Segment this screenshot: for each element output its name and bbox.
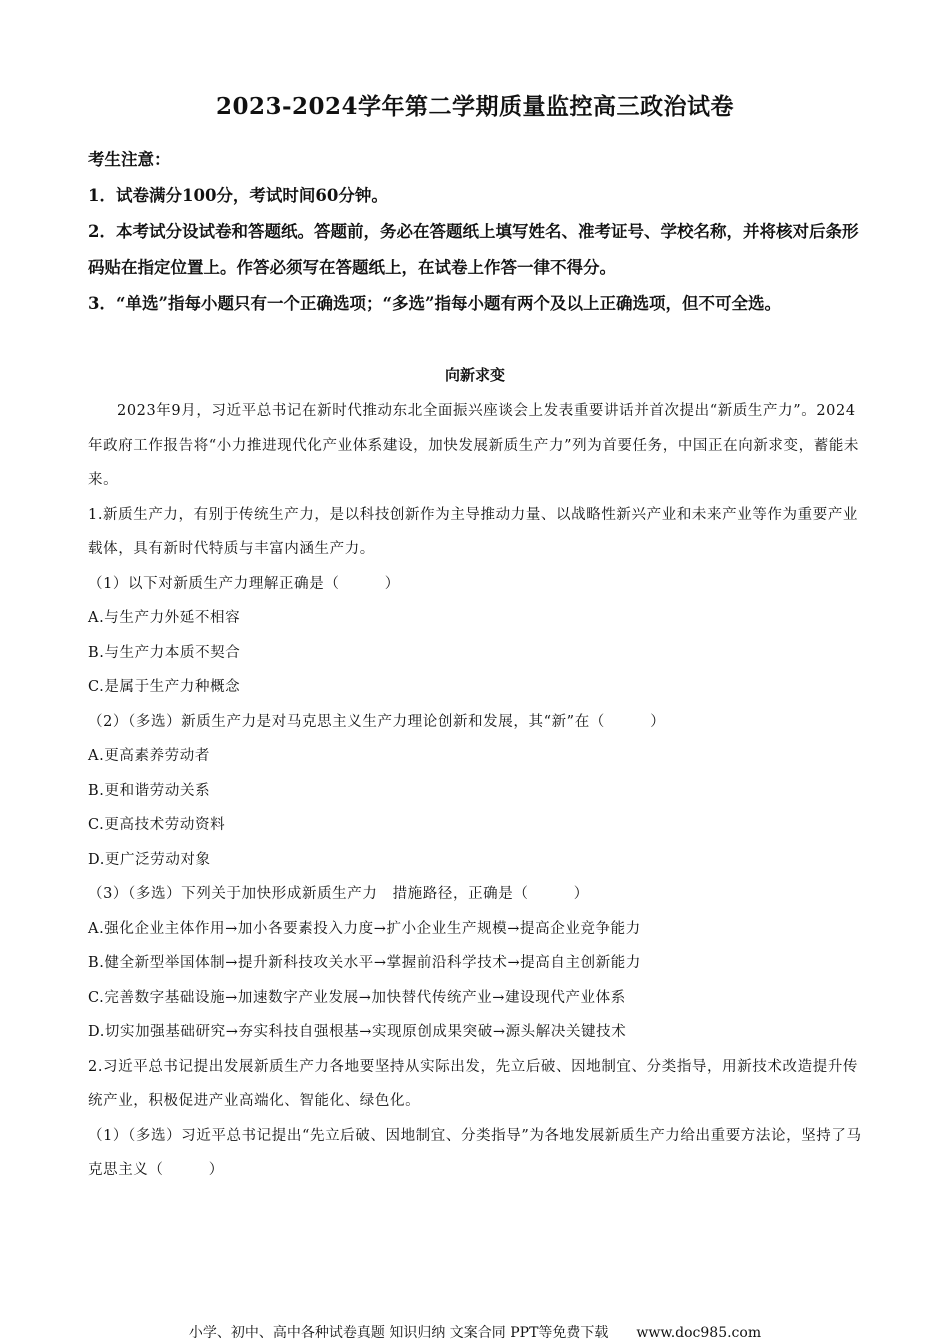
option: C.完善数字基础设施→加速数字产业发展→加快替代传统产业→建设现代产业体系 <box>88 989 626 1006</box>
page-footer: 小学、初中、高中各种试卷真题 知识归纳 文案合同 PPT等免费下载 www.doc985.com <box>188 1325 762 1341</box>
candidate-notice <box>88 142 866 322</box>
notice-item: 3．“单选”指每小题只有一个正确选项；“多选”指每小题有两个及以上正确选项，但不可全选。 <box>88 294 781 313</box>
option: B.更和谐劳动关系 <box>88 782 211 799</box>
option: D.更广泛劳动对象 <box>88 851 211 868</box>
option: C.更高技术劳动资料 <box>88 817 226 833</box>
section-intro: 2023年9月，习近平总书记在新时代推动东北全面振兴座谈会上发表重要讲话并首次提出“新质生产力”。2024年政府工作报告将“小力推进现代化产业体系建设，加快发展新质生产力”列为首要任务，中国正在向新求变，蓄能未来。 <box>88 403 860 488</box>
question-2-stem: 2.习近平总书记提出发展新质生产力各地要坚持从实际出发，先立后破、因地制宜、分类指导，用新技术改造提升传统产业，积极促进产业高端化、智能化、绿色化。 <box>88 1058 859 1109</box>
question-1-1: （1）以下对新质生产力理解正确是（ ） <box>88 575 400 592</box>
option: A.与生产力外延不相容 <box>88 610 241 626</box>
option: C.是属于生产力种概念 <box>88 679 241 695</box>
question-1-stem: 1.新质生产力，有别于传统生产力，是以科技创新作为主导推动力量、以战略性新兴产业和未来产业等作为重要产业载体，具有新时代特质与丰富内涵生产力。 <box>88 506 859 557</box>
question-1-2: （2）（多选）新质生产力是对马克思主义生产力理论创新和发展，其“新”在（ ） <box>88 713 666 730</box>
option: D.切实加强基础研究→夯实科技自强根基→实现原创成果突破→源头解决关键技术 <box>88 1024 627 1040</box>
question-body <box>88 394 864 1188</box>
option: B.与生产力本质不契合 <box>88 644 241 661</box>
exam-title: 2023-2024学年第二学期质量监控高三政治试卷 <box>215 93 735 120</box>
option: A.强化企业主体作用→加小各要素投入力度→扩小企业生产规模→提高企业竞争能力 <box>88 920 641 937</box>
notice-heading: 考生注意： <box>88 150 171 169</box>
notice-item: 1．试卷满分100分，考试时间60分钟。 <box>88 186 388 205</box>
option: B.健全新型举国体制→提升新科技攻关水平→掌握前沿科学技术→提高自主创新能力 <box>88 955 642 971</box>
question-2-1: （1）（多选）习近平总书记提出“先立后破、因地制宜、分类指导”为各地发展新质生产力给出重要方法论，坚持了马克思主义（ ） <box>88 1127 862 1178</box>
option: A.更高素养劳动者 <box>88 748 210 764</box>
section-title: 向新求变 <box>444 366 505 384</box>
question-1-3: （3）（多选）下列关于加快形成新质生产力 措施路径，正确是（ ） <box>88 886 589 902</box>
notice-item: 2．本考试分设试卷和答题纸。答题前，务必在答题纸上填写姓名、准考证号、学校名称，并将核对后条形码贴在指定位置上。作答必须写在答题纸上，在试卷上作答一律不得分。 <box>88 222 859 277</box>
